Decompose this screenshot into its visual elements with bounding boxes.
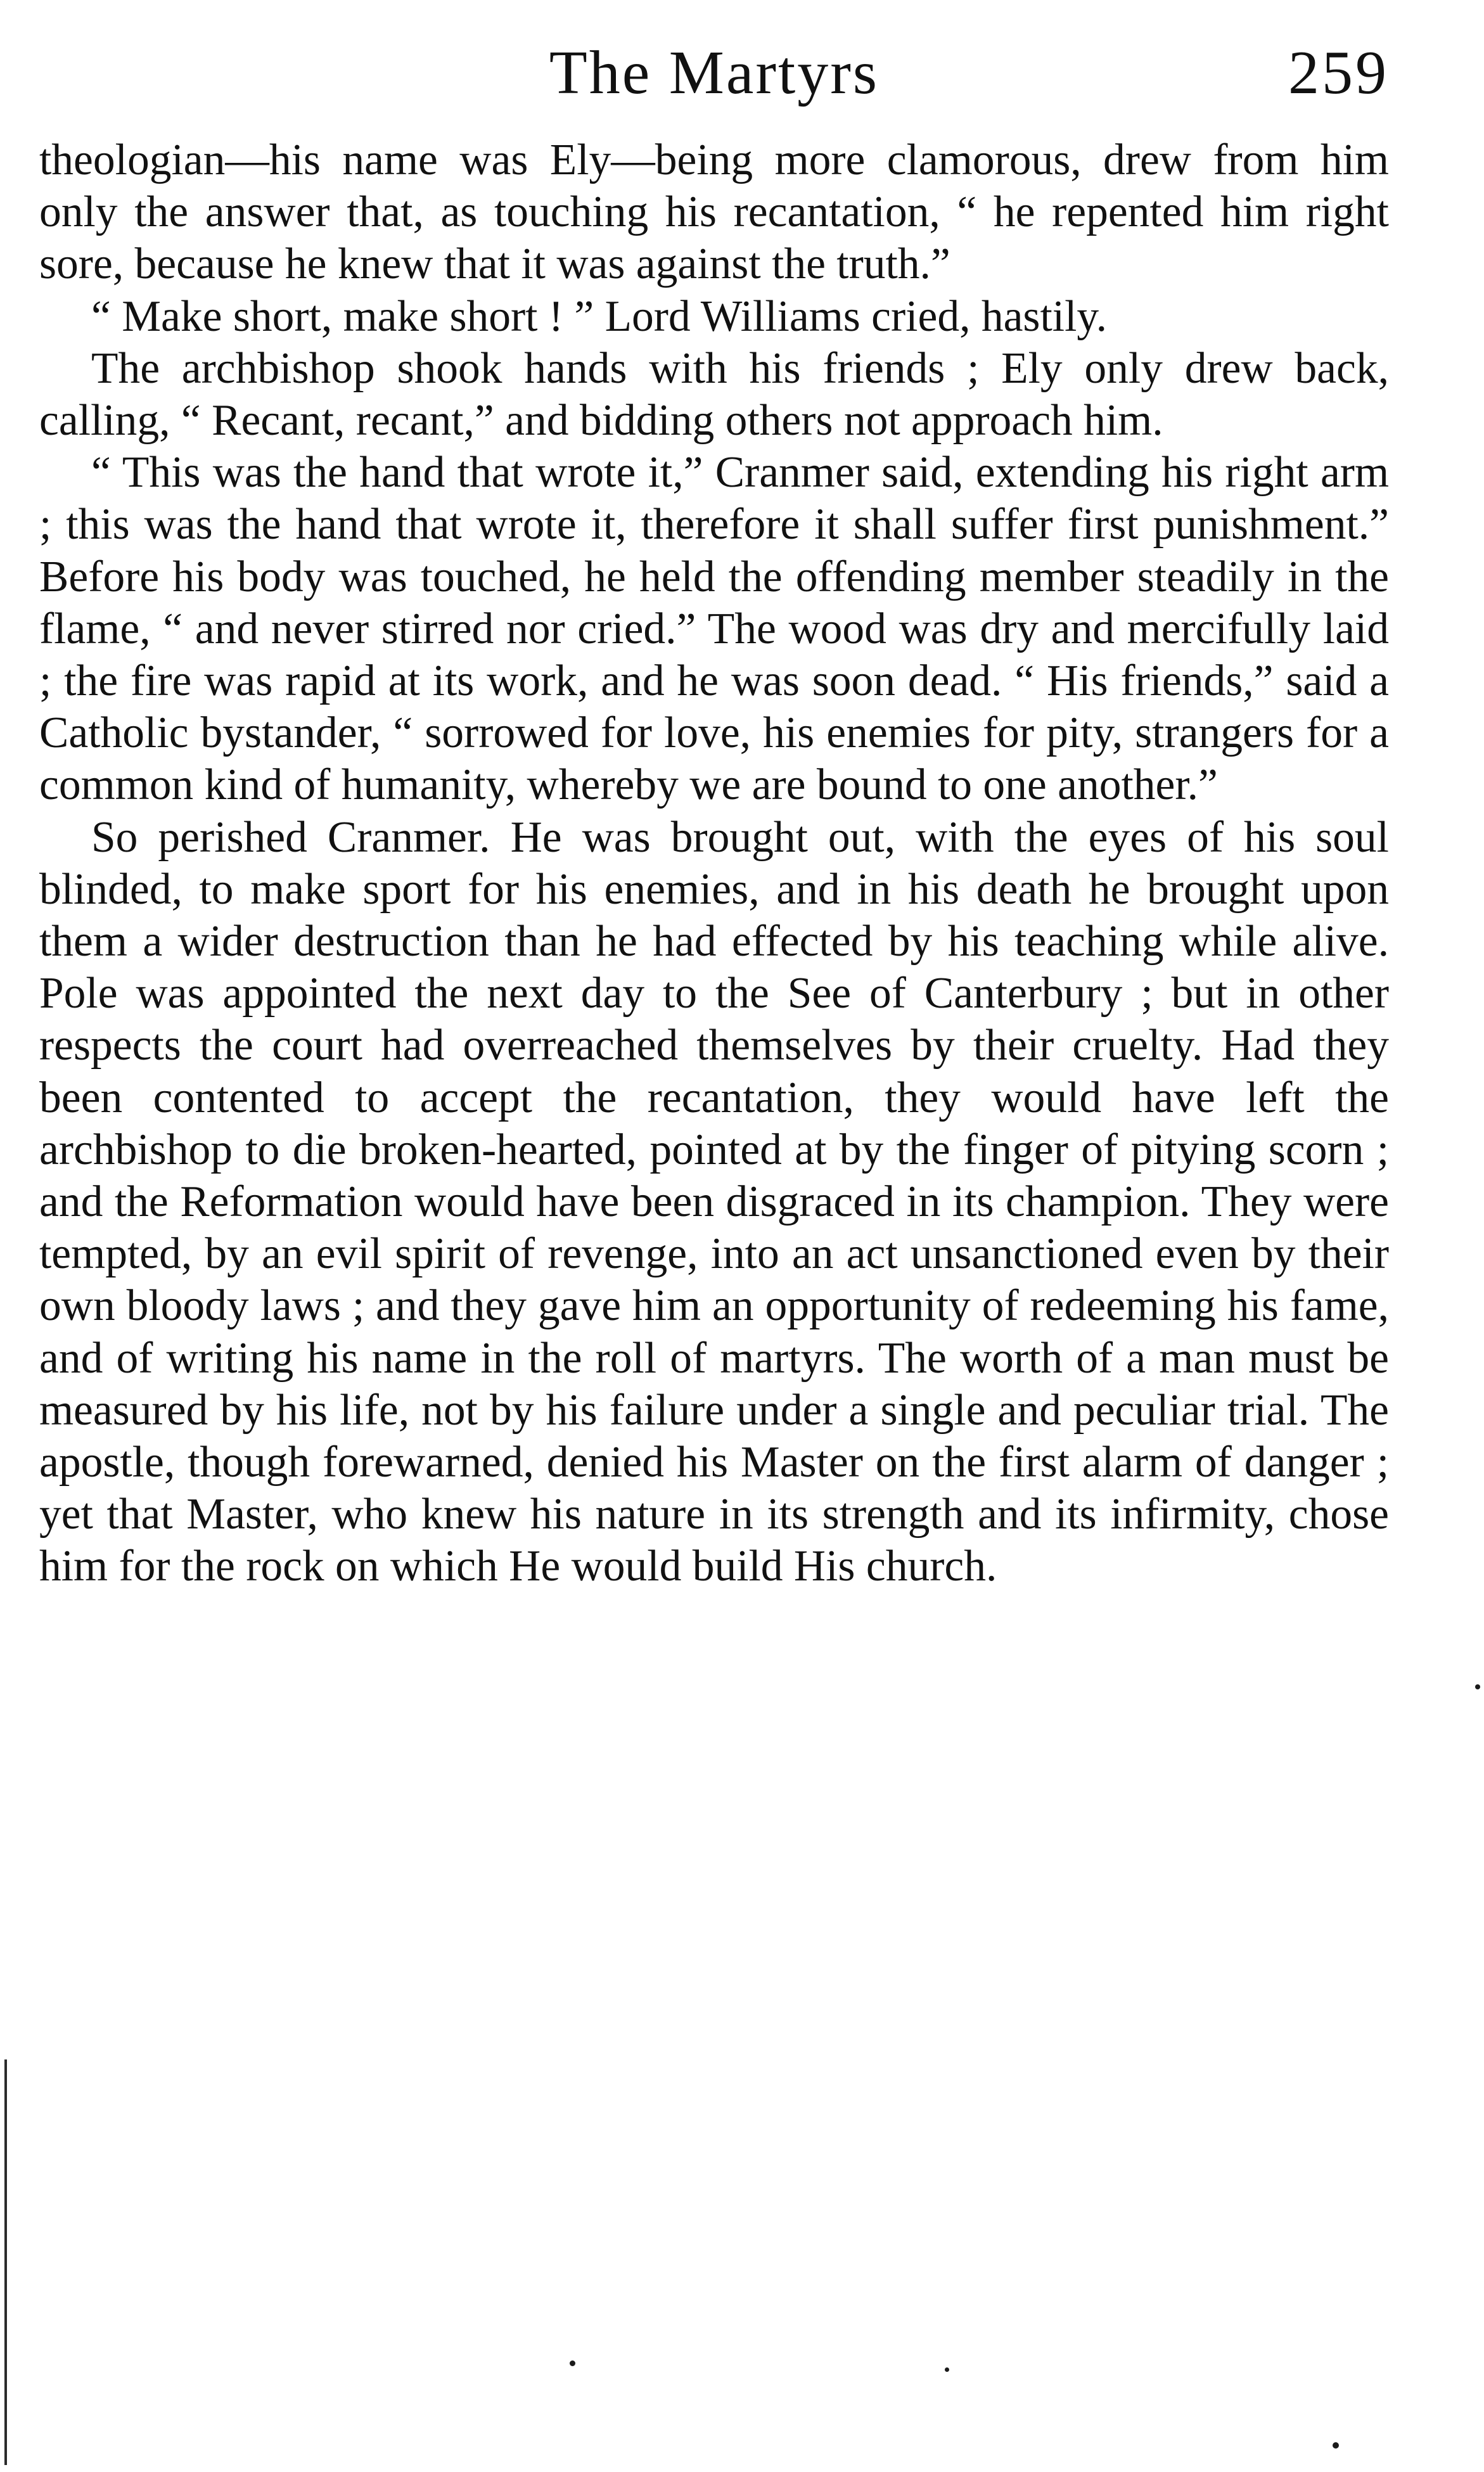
paragraph-so-perished: So perished Cranmer. He was brought out, with the eyes of his soul blinded, to make sport for his enemies, and in his death he brought upon them a wider destruction than he had effected by his teaching while alive. Pole was appointed the next day to the See of Canterbury ; but in other respects the court had overreached themselves by their cruelty. Had they been contented to accept the recantation, they would have left the archbishop to die broken-hearted, pointed at by the finger of pitying scorn ; and the Reformation would have been disgraced in its champion. They were tempted, by an evil spirit of revenge, into an act unsanctioned even by their own bloody laws ; and they gave him an opportunity of redeeming his fame, and of writing his name in the roll of martyrs. The worth of a man must be measured by his life, not by his failure under a single and peculiar trial. The apostle, though forewarned, denied his Master on the first alarm of danger ; yet that Master, who knew his nature in its strength and its infirmity, chose him for the rock on which He would build His church. — [39, 812, 1389, 1591]
running-title: The Martyrs — [549, 39, 880, 107]
paragraph-make-short: “ Make short, make short ! ” Lord Williams cried, hastily. — [91, 291, 1108, 341]
page-number: 259 — [1288, 39, 1389, 107]
paragraph-continued: theologian—his name was Ely—being more clamorous, drew from him only the answer that, as touching his recantation, “ he repented him right sore, because he knew that it was against the truth.” — [39, 136, 1389, 289]
body-text — [39, 134, 1389, 1593]
ink-speck — [1475, 1684, 1480, 1689]
running-header — [39, 25, 1389, 120]
paragraph-hand-that-wrote: “ This was the hand that wrote it,” Cranmer said, extending his right arm ; this was the hand that wrote it, therefore it shall suffer first punishment.” Before his body was touched, he held the offending member steadily in the flame, “ and never stirred nor cried.” The wood was dry and mercifully laid ; the fire was rapid at its work, and he was soon dead. “ His friends,” said a Catholic bystander, “ sorrowed for love, his enemies for pity, strangers for a common kind of humanity, whereby we are bound to one another.” — [39, 448, 1389, 810]
ink-speck — [570, 2360, 575, 2366]
scan-edge-line — [4, 2059, 7, 2465]
paragraph-handshake: The archbishop shook hands with his friends ; Ely only drew back, calling, “ Recant, recant,” and bidding others not approach him. — [39, 343, 1389, 445]
ink-speck — [945, 2367, 949, 2372]
ink-speck — [1333, 2442, 1339, 2449]
